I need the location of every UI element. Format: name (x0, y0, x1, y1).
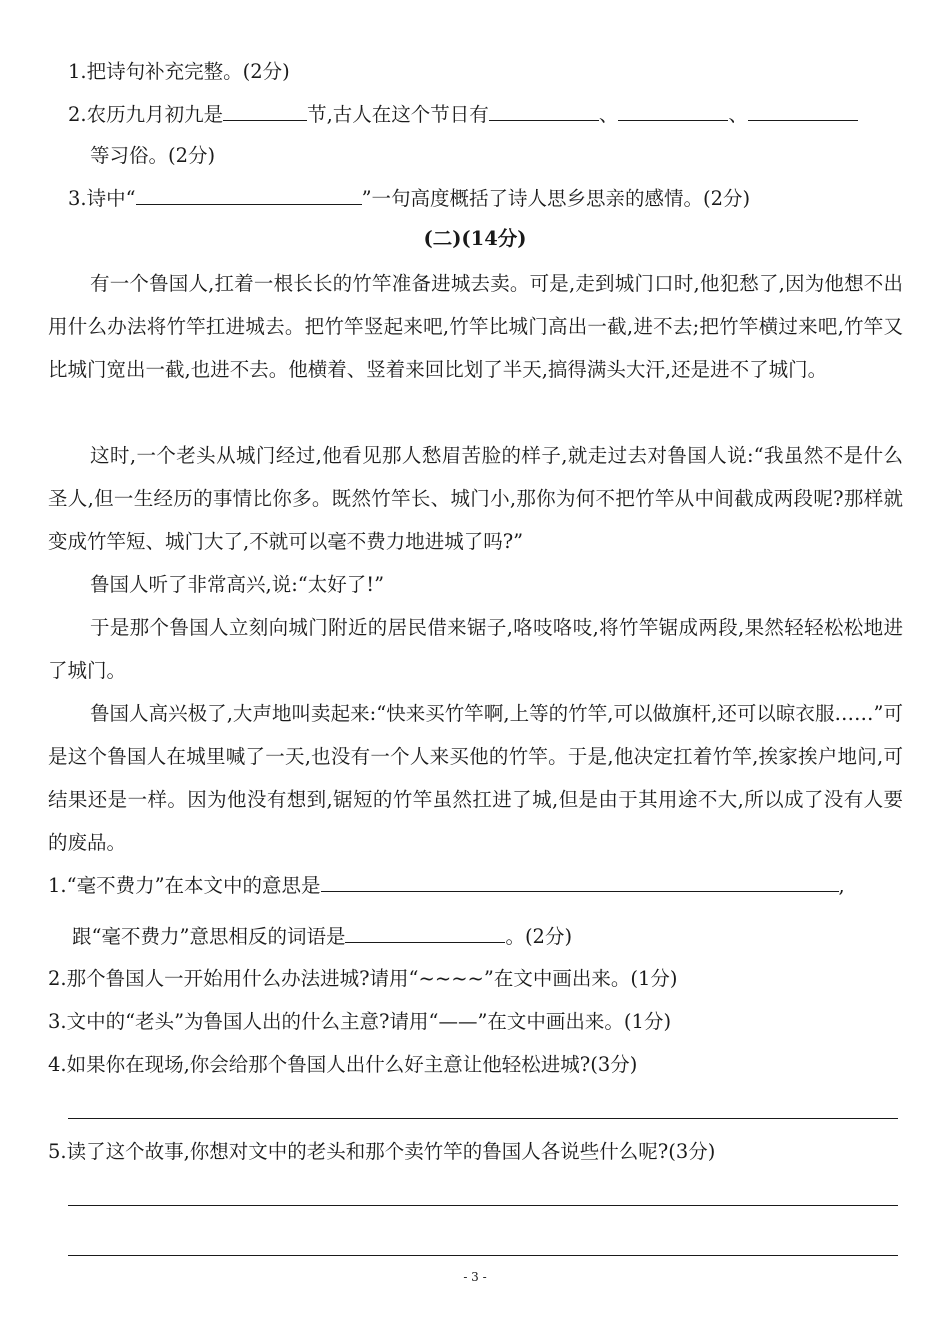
passage-paragraph: 于是那个鲁国人立刻向城门附近的居民借来锯子,咯吱咯吱,将竹竿锯成两段,果然轻轻松松地进了城门。 (48, 616, 903, 682)
separator: 、 (728, 103, 748, 126)
question-2-1-antonym-text: 跟“毫不费力”意思相反的词语是 (72, 925, 346, 948)
passage-paragraph: 有一个鲁国人,扛着一根长长的竹竿准备进城去卖。可是,走到城门口时,他犯愁了,因为他想不出用什么办法将竹竿扛进城去。把竹竿竖起来吧,竹竿比城门高出一截,进不去;把竹竿横过来吧,竹竿又比城门宽出一截,也进不去。他横着、竖着来回比划了半天,搞得满头大汗,还是进不了城门。 (48, 272, 903, 381)
answer-blank-poem-line[interactable] (136, 184, 362, 205)
answer-blank-custom-3[interactable] (748, 100, 858, 121)
question-2-1-antonym (72, 922, 572, 951)
question-3-text-a: 3.诗中“ (68, 187, 136, 210)
question-2-continuation: 等习俗。(2分) (90, 144, 216, 167)
page-number: - 3 - (463, 1270, 487, 1284)
question-2-festival (68, 100, 858, 129)
question-2-text-b: 节,古人在这个节日有 (307, 103, 489, 126)
question-2-text-a: 2.农历九月初九是 (68, 103, 224, 126)
answer-blank-antonym[interactable] (345, 922, 505, 943)
answer-blank-custom-1[interactable] (489, 100, 599, 121)
section-heading: (二)(14分) (423, 227, 527, 250)
answer-line-q5-2[interactable] (68, 1255, 898, 1256)
passage-paragraph: 这时,一个老头从城门经过,他看见那人愁眉苦脸的样子,就走过去对鲁国人说:“我虽然不是什么圣人,但一生经历的事情比你多。既然竹竿长、城门小,那你为何不把竹竿从中间截成两段呢?那样就变成竹竿短、城门大了,不就可以毫不费力地进城了吗?” (48, 444, 903, 553)
answer-line-q4[interactable] (68, 1118, 898, 1119)
answer-blank-festival[interactable] (223, 100, 307, 121)
question-2-5: 5.读了这个故事,你想对文中的老头和那个卖竹竿的鲁国人各说些什么呢?(3分) (48, 1140, 716, 1163)
passage-paragraph: 鲁国人听了非常高兴,说:“太好了!” (90, 573, 385, 596)
question-2-1-meaning (48, 871, 845, 900)
question-2-4: 4.如果你在现场,你会给那个鲁国人出什么好主意让他轻松进城?(3分) (48, 1053, 638, 1076)
question-3-poem-line (68, 184, 750, 213)
answer-blank-custom-2[interactable] (618, 100, 728, 121)
question-2-3: 3.文中的“老头”为鲁国人出的什么主意?请用“——”在文中画出来。(1分) (48, 1010, 672, 1033)
question-2-1-score: 。(2分) (505, 925, 573, 948)
question-3-text-b: ”一句高度概括了诗人思乡思亲的感情。(2分) (361, 187, 751, 210)
question-2-1-text: 1.“毫不费力”在本文中的意思是 (48, 874, 321, 897)
passage-paragraph: 鲁国人高兴极了,大声地叫卖起来:“快来买竹竿啊,上等的竹竿,可以做旗杆,还可以晾衣服……”可是这个鲁国人在城里喊了一天,也没有一个人来买他的竹竿。于是,他决定扛着竹竿,挨家挨户地问,可结果还是一样。因为他没有想到,锯短的竹竿虽然扛进了城,但是由于其用途不大,所以成了没有人要的废品。 (48, 702, 903, 854)
answer-blank-meaning[interactable] (321, 871, 839, 892)
question-2-2: 2.那个鲁国人一开始用什么办法进城?请用“~~~~”在文中画出来。(1分) (48, 967, 678, 990)
question-1-poem: 1.把诗句补充完整。(2分) (68, 60, 290, 83)
separator: 、 (598, 103, 619, 126)
comma: , (838, 874, 845, 897)
answer-line-q5-1[interactable] (68, 1205, 898, 1206)
